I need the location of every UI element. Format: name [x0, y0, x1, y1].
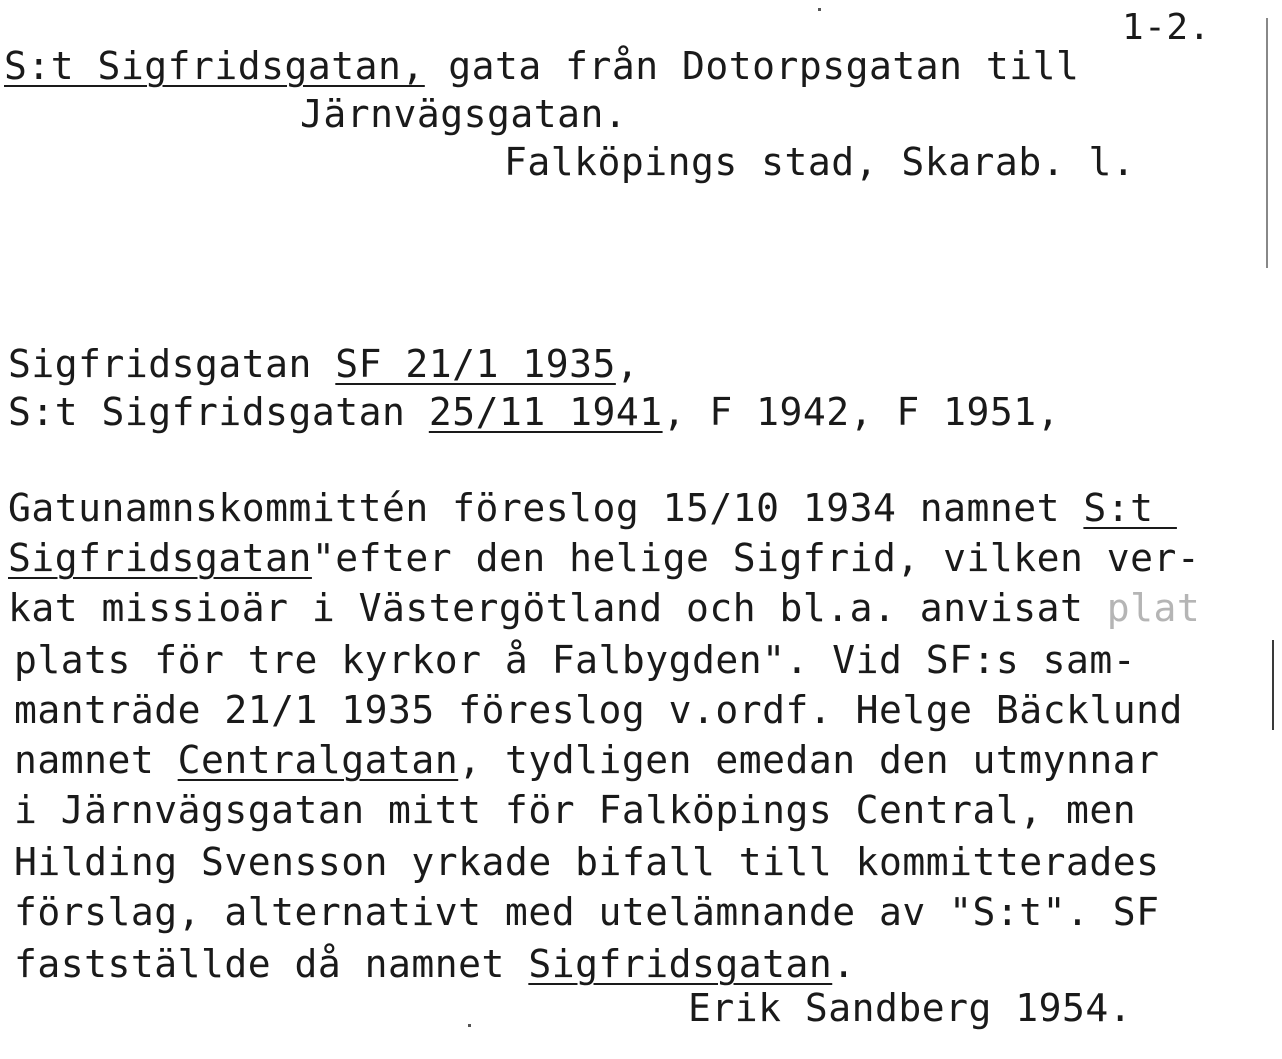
history-ref-2: 25/11 1941 — [428, 390, 663, 434]
body-text: "efter den helige Sigfrid, vilken ver- — [311, 536, 1201, 580]
history-end-2: , F 1942, F 1951, — [662, 390, 1061, 434]
location: Falköpings stad, Skarab. l. — [504, 140, 1136, 184]
body-line-5: manträde 21/1 1935 föreslog v.ordf. Helge Bäcklund — [14, 688, 1183, 732]
body-line-2 — [8, 536, 1200, 580]
body-text: . — [832, 942, 856, 986]
scan-edge-mark — [1272, 640, 1274, 730]
body-text: namnet — [14, 738, 178, 782]
history-ref-1: SF 21/1 1935 — [335, 342, 616, 386]
proposed-name-part: S:t — [1083, 486, 1177, 530]
final-name: Sigfridsgatan — [528, 942, 833, 986]
body-text: fastställde då namnet — [14, 942, 529, 986]
signature: Erik Sandberg 1954. — [688, 986, 1133, 1030]
scan-speck — [818, 8, 821, 11]
street-name: S:t Sigfridsgatan, — [4, 44, 425, 88]
body-line-10 — [14, 942, 856, 986]
header-line-1 — [4, 44, 1079, 88]
street-description: gata från Dotorpsgatan till — [424, 44, 1080, 88]
history-name-1: Sigfridsgatan — [8, 342, 336, 386]
scan-speck — [468, 1024, 471, 1027]
body-line-4: plats för tre kyrkor å Falbygden". Vid SF:s sam- — [14, 638, 1137, 682]
history-end-1: , — [615, 342, 640, 386]
proposed-name: Sigfridsgatan — [8, 536, 312, 580]
history-line-1 — [8, 342, 639, 386]
scan-edge-mark — [1266, 18, 1268, 268]
header-line-2: Järnvägsgatan. — [300, 92, 628, 136]
body-line-1 — [8, 486, 1177, 530]
body-text: Gatunamnskommittén föreslog 15/10 1934 namnet — [8, 486, 1084, 530]
history-line-2 — [8, 390, 1060, 434]
body-line-7: i Järnvägsgatan mitt för Falköpings Central, men — [14, 788, 1137, 832]
body-line-8: Hilding Svensson yrkade bifall till kommitterades — [14, 840, 1160, 884]
body-line-9: förslag, alternativt med utelämnande av "S:t". SF — [14, 890, 1160, 934]
body-text: , tydligen emedan den utmynnar — [458, 738, 1160, 782]
alternative-name: Centralgatan — [177, 738, 459, 782]
struck-text: plat — [1106, 586, 1201, 630]
history-name-2: S:t Sigfridsgatan — [8, 390, 429, 434]
card-number: 1-2. — [1122, 7, 1211, 48]
body-line-3 — [8, 586, 1200, 630]
body-text: kat missioär i Västergötland och bl.a. anvisat — [8, 586, 1107, 630]
body-line-6 — [14, 738, 1160, 782]
